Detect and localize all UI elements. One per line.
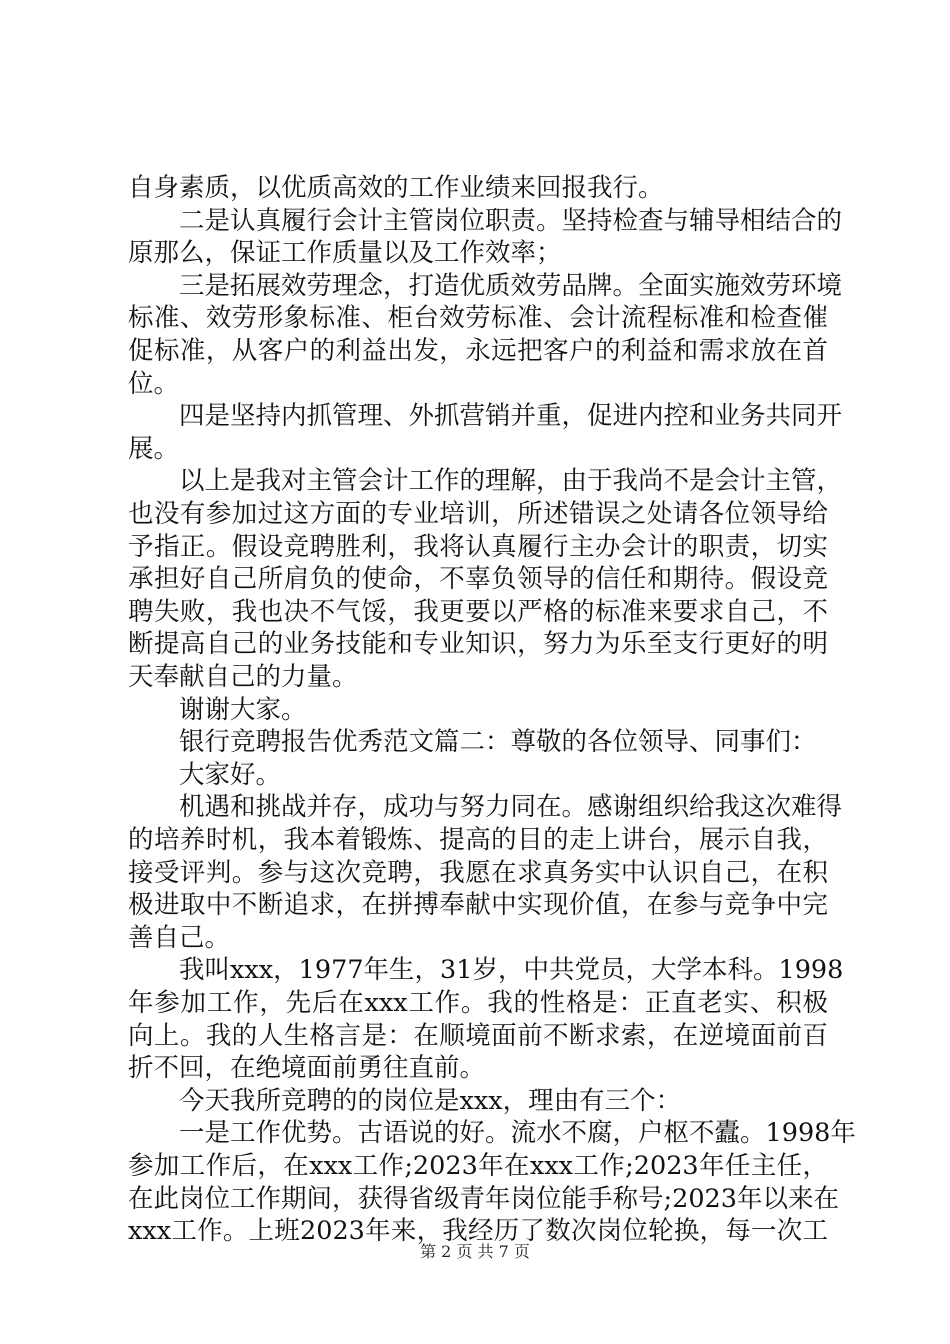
text-line: 银行竞聘报告优秀范文篇二：尊敬的各位领导、同事们： (128, 727, 817, 758)
text-line: 三是拓展效劳理念，打造优质效劳品牌。全面实施效劳环境 (128, 270, 843, 301)
text-line: 我叫xxx，1977年生，31岁，中共党员，大学本科。1998 (128, 955, 844, 986)
text-line: 断提高自己的业务技能和专业知识，努力为乐至支行更好的明 (128, 629, 828, 660)
text-line: 以上是我对主管会计工作的理解，由于我尚不是会计主管， (128, 466, 843, 497)
text-line: 向上。我的人生格言是：在顺境面前不断求索，在逆境面前百 (128, 1020, 828, 1051)
text-line: 也没有参加过这方面的专业培训，所述错误之处请各位领导给 (128, 499, 828, 529)
text-line: 今天我所竞聘的的岗位是xxx，理由有三个： (128, 1085, 682, 1116)
text-line: 在此岗位工作期间，获得省级青年岗位能手称号;2023年以来在 (128, 1183, 839, 1214)
text-line: 承担好自己所肩负的使命，不辜负领导的信任和期待。假设竞 (128, 564, 828, 595)
text-line: 予指正。假设竞聘胜利，我将认真履行主办会计的职责，切实 (128, 531, 828, 562)
text-line: 一是工作优势。古语说的好。流水不腐，户枢不蠹。1998年 (128, 1118, 856, 1149)
text-line: 标准、效劳形象标准、柜台效劳标准、会计流程标准和检查催 (128, 303, 828, 334)
text-line: 促标准，从客户的利益出发，永远把客户的利益和需求放在首 (128, 336, 828, 366)
text-line: 自身素质，以优质高效的工作业绩来回报我行。 (128, 173, 664, 203)
text-line: 折不回，在绝境面前勇往直前。 (128, 1053, 486, 1084)
text-line: 大家好。 (128, 759, 282, 790)
text-line: 四是坚持内抓管理、外抓营销并重，促进内控和业务共同开 (128, 401, 843, 432)
text-line: 极进取中不断追求，在拼搏奉献中实现价值，在参与竞争中完 (128, 890, 828, 921)
page-footer: 第 2 页 共 7 页 (420, 1242, 530, 1261)
text-line: 的培养时机，我本着锻炼、提高的目的走上讲台，展示自我， (128, 825, 828, 855)
text-line: 善自己。 (128, 922, 231, 953)
text-line: 位。 (128, 368, 180, 399)
text-line: 参加工作后，在xxx工作;2023年在xxx工作;2023年任主任， (128, 1151, 828, 1181)
text-line: 天奉献自己的力量。 (128, 662, 358, 692)
text-line: xxx工作。上班2023年来，我经历了数次岗位轮换，每一次工 (128, 1216, 828, 1247)
text-line: 聘失败，我也决不气馁，我更要以严格的标准来要求自己，不 (128, 596, 828, 627)
text-line: 二是认真履行会计主管岗位职责。坚持检查与辅导相结合的 (128, 205, 843, 236)
text-line: 展。 (128, 433, 180, 464)
text-line: 机遇和挑战并存，成功与努力同在。感谢组织给我这次难得 (128, 792, 843, 823)
text-line: 原那么，保证工作质量以及工作效率； (128, 238, 562, 269)
text-line: 谢谢大家。 (128, 694, 307, 725)
text-line: 年参加工作，先后在xxx工作。我的性格是：正直老实、积极 (128, 988, 828, 1018)
text-line: 接受评判。参与这次竞聘，我愿在求真务实中认识自己，在积 (128, 857, 828, 888)
